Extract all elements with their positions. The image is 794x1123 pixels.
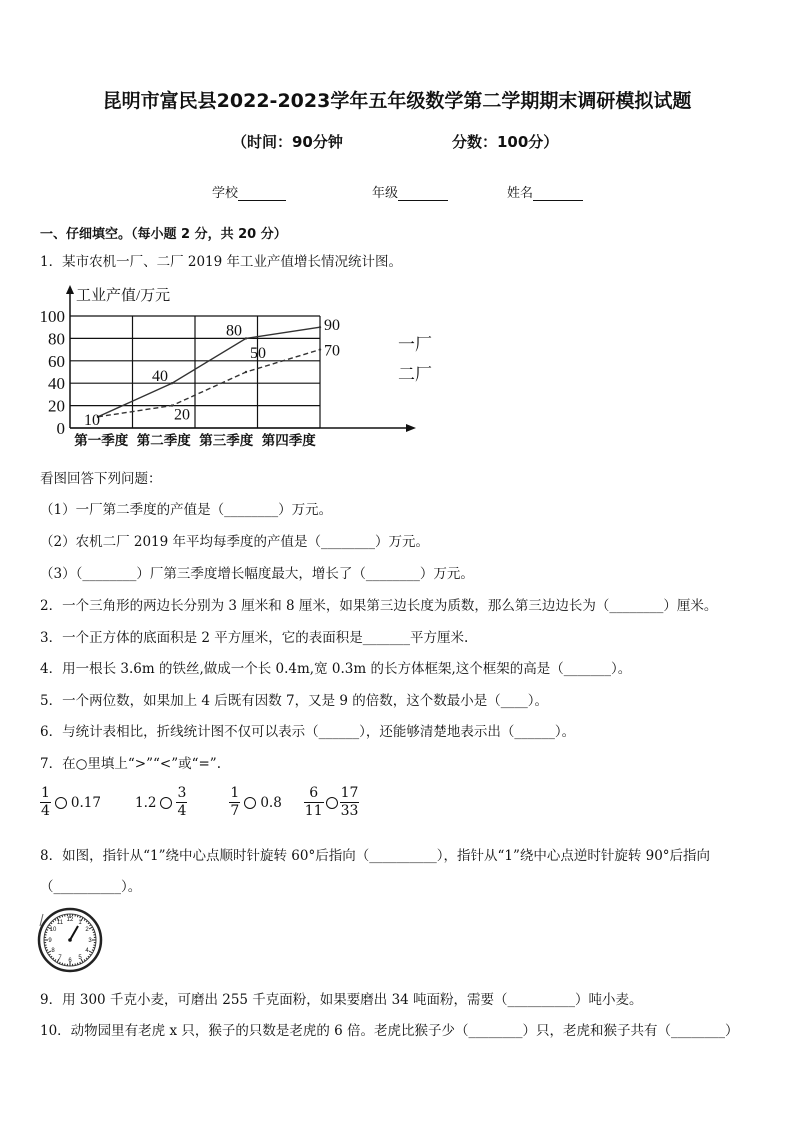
clock-tick (77, 963, 78, 965)
data-point (245, 371, 247, 373)
y-axis-label: 工业产值/万元 (76, 288, 171, 304)
question-1-1: （1）一厂第二季度的产值是（________）万元。 (40, 502, 333, 518)
x-tick-label: 第二季度 (136, 433, 191, 448)
y-tick-label: 100 (39, 307, 65, 326)
chart-axes (66, 285, 416, 432)
question-1: 1．某市农机一厂、二厂 2019 年工业产值增长情况统计图。 (40, 254, 403, 270)
y-tick-label: 80 (48, 329, 65, 349)
question-1-3: （3）（________）厂第三季度增长幅度最大，增长了（________）万元。 (40, 566, 474, 582)
question-3: 3．一个正方体的底面积是 2 平方厘米，它的表面积是_______平方厘米. (40, 630, 469, 646)
section-heading: 一、仔细填空。（每小题 2 分，共 20 分） (40, 227, 287, 242)
fraction: $\frac{3}{4}$ (177, 785, 187, 819)
fraction: $\frac{17}{33}$ (340, 785, 359, 819)
clock-tick (62, 963, 63, 965)
fraction: $\frac{1}{4}$ (41, 785, 50, 819)
svg-text:12: 12 (66, 917, 74, 923)
x-axis-arrow (406, 424, 416, 432)
compare-value: 0.8 (260, 794, 282, 811)
fraction: $\frac{6}{11}$ (304, 785, 323, 819)
question-8-continued: （__________）。 (40, 879, 142, 895)
compare-value: 1.2 (134, 794, 157, 811)
svg-text:5: 5 (78, 955, 82, 961)
chart-labels (40, 286, 433, 448)
svg-text:3: 3 (88, 938, 92, 944)
y-axis-arrow (66, 285, 74, 294)
svg-text:2: 2 (85, 927, 89, 933)
line-chart (36, 282, 456, 454)
question-6: 6．与统计表相比，折线统计图不仅可以表示（______），还能够清楚地表示出（______）。 (40, 724, 576, 740)
data-label: 70 (324, 342, 340, 360)
score-label: 分数：100分） (452, 133, 559, 151)
data-label: 40 (152, 368, 168, 386)
question-4: 4．用一根长 3.6m 的铁丝,做成一个长 0.4m,宽 0.3m 的长方体框架,这个框架的高是（_______）。 (40, 661, 632, 677)
read-prompt: 看图回答下列问题： (40, 471, 162, 487)
compare-circle[interactable] (160, 797, 172, 809)
school-field[interactable] (212, 182, 286, 201)
data-label: 20 (174, 406, 190, 424)
compare-value: 0.17 (70, 794, 101, 811)
svg-text:9: 9 (48, 938, 52, 944)
clock-icon (36, 904, 104, 974)
comparison-item-2 (135, 785, 187, 820)
question-7: 7．在○里填上“>”“<”或“=”. (40, 756, 222, 772)
clock-tick (45, 947, 47, 948)
y-tick-label: 0 (56, 419, 65, 438)
comparison-item-4 (304, 785, 360, 820)
svg-text:6: 6 (68, 958, 72, 964)
x-tick-label: 第一季度 (74, 433, 129, 448)
school-blank[interactable] (238, 186, 286, 201)
clock-tick (93, 947, 95, 948)
question-5: 5．一个两位数，如果加上 4 后既有因数 7，又是 9 的倍数，这个数最小是（____）。 (40, 693, 549, 709)
grade-label: 年级 (372, 186, 399, 201)
compare-circle[interactable] (244, 797, 256, 809)
y-tick-label: 20 (48, 396, 65, 416)
y-tick-label: 40 (48, 374, 65, 394)
x-tick-label: 第三季度 (199, 433, 254, 448)
svg-text:4: 4 (85, 948, 89, 954)
school-label: 学校 (212, 186, 239, 201)
data-point (319, 326, 321, 328)
y-tick-label: 60 (48, 351, 65, 371)
data-point (171, 382, 173, 384)
question-1-2: （2）农机二厂 2019 年平均每季度的产值是（________）万元。 (40, 534, 430, 550)
svg-text:1: 1 (78, 920, 82, 926)
question-2: 2．一个三角形的两边长分别为 3 厘米和 8 厘米，如果第三边长度为质数，那么第三边边长为（________）厘米。 (40, 598, 718, 614)
name-field[interactable] (507, 182, 583, 201)
fraction: $\frac{1}{7}$ (230, 785, 240, 819)
comparison-item-3 (229, 785, 281, 820)
data-label: 10 (84, 411, 100, 429)
series-line-1 (98, 327, 320, 417)
question-10: 10．动物园里有老虎 x 只，猴子的只数是老虎的 6 倍。老虎比猴子少（________）只，老虎和猴子共有（________） (40, 1023, 739, 1039)
svg-text:10: 10 (49, 927, 57, 933)
svg-text:8: 8 (51, 948, 55, 954)
clock-tick (93, 932, 95, 933)
compare-circle[interactable] (55, 797, 67, 809)
data-point (171, 404, 173, 406)
x-tick-label: 第四季度 (261, 433, 316, 448)
clock-tick (45, 932, 47, 933)
grade-field[interactable] (372, 182, 448, 201)
grade-blank[interactable] (398, 186, 448, 201)
legend-label: 二厂 (398, 365, 432, 384)
data-label: 80 (226, 322, 242, 340)
data-point (245, 337, 247, 339)
name-blank[interactable] (533, 186, 583, 201)
svg-text:7: 7 (58, 955, 62, 961)
legend-label: 一厂 (398, 335, 432, 354)
chart-series (97, 326, 321, 418)
name-label: 姓名 (507, 186, 534, 201)
time-label: （时间：90分钟 (232, 133, 343, 151)
svg-text:11: 11 (56, 920, 64, 926)
question-9: 9．用 300 千克小麦，可磨出 255 千克面粉，如果要磨出 34 吨面粉，需要（__________）吨小麦。 (40, 992, 643, 1008)
question-8: 8．如图，指针从“1”绕中心点顺时针旋转 60°后指向（__________），指针从“1”绕中心点逆时针旋转 90°后指向 (40, 848, 711, 864)
data-point (319, 348, 321, 350)
comparison-item-1 (40, 785, 101, 820)
data-label: 50 (250, 345, 266, 362)
compare-circle[interactable] (326, 797, 338, 809)
clock-tick (62, 915, 63, 917)
data-label: 90 (324, 317, 340, 335)
comparison-row (40, 785, 393, 820)
page-title: 昆明市富民县2022-2023学年五年级数学第二学期期末调研模拟试题 (102, 90, 692, 112)
clock-tick (77, 915, 78, 917)
